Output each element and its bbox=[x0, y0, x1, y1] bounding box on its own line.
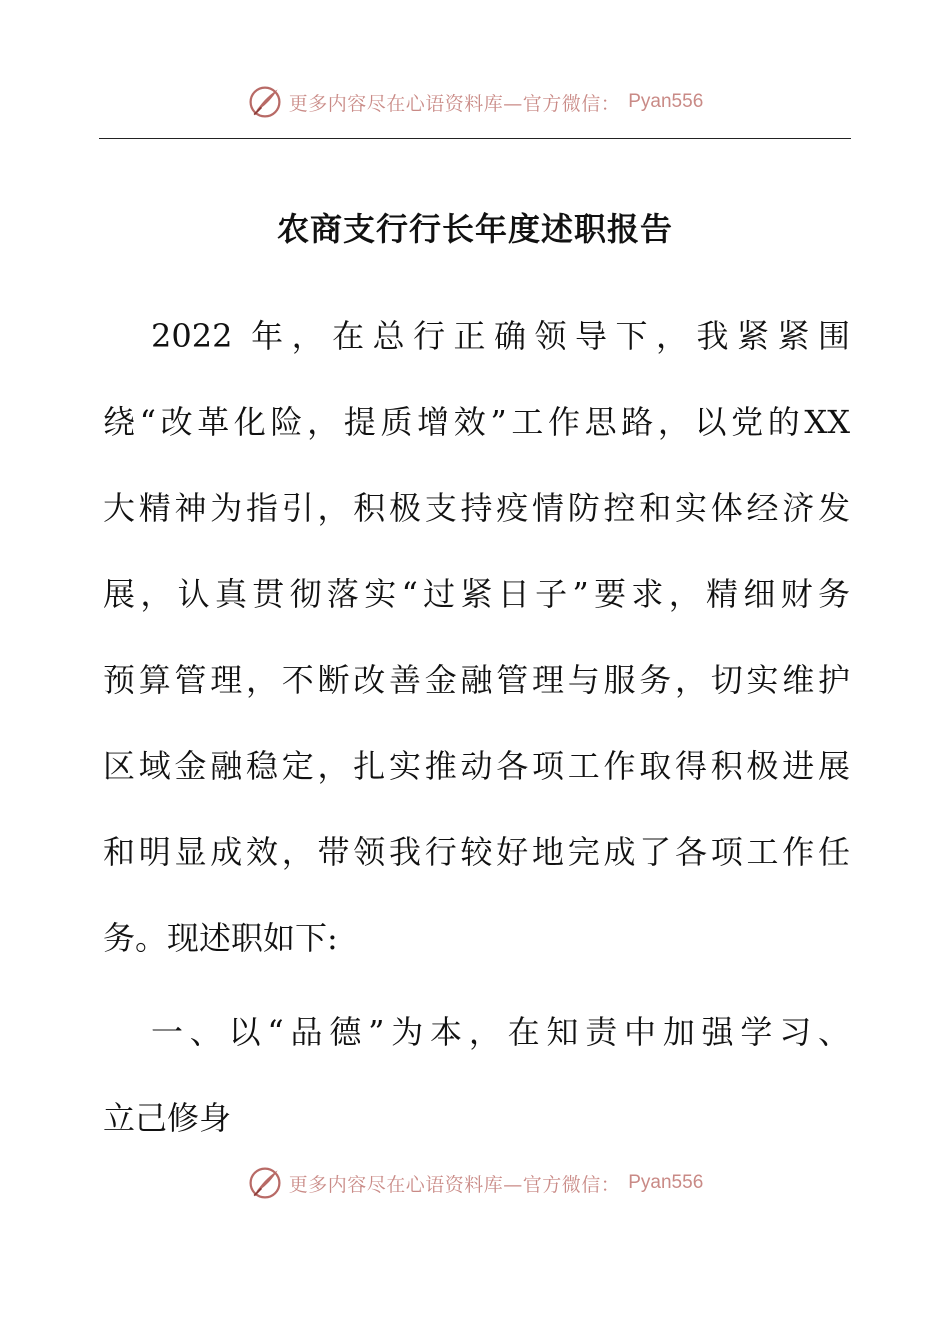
header-divider bbox=[99, 138, 851, 139]
watermark-text: 更多内容尽在心语资料库—官方微信： bbox=[288, 92, 621, 115]
paragraph-line: 2022 年，在总行正确领导下，我紧紧围 bbox=[151, 317, 850, 355]
paragraph-line: 绕“改革化险，提质增效”工作思路，以党的XX bbox=[103, 403, 850, 441]
quill-logo-icon bbox=[247, 84, 283, 120]
quill-logo-icon bbox=[247, 1165, 283, 1201]
paragraph-line: 务。现述职如下: bbox=[103, 919, 338, 957]
footer-watermark bbox=[0, 1161, 950, 1205]
paragraph-line: 大精神为指引，积极支持疫情防控和实体经济发 bbox=[103, 489, 850, 527]
document-title: 农商支行行长年度述职报告 bbox=[276, 210, 673, 248]
paragraph-line: 和明显成效，带领我行较好地完成了各项工作任 bbox=[103, 833, 850, 871]
watermark-wechat-id: Pyan556 bbox=[628, 91, 704, 112]
watermark-wechat-id: Pyan556 bbox=[628, 1172, 704, 1193]
paragraph-line: 预算管理，不断改善金融管理与服务，切实维护 bbox=[103, 661, 850, 699]
paragraph-line: 区域金融稳定，扎实推动各项工作取得积极进展 bbox=[103, 747, 850, 785]
section-heading-line: 一、以“品德”为本，在知责中加强学习、 bbox=[151, 1013, 850, 1051]
header-watermark bbox=[0, 80, 950, 124]
paragraph-line: 展，认真贯彻落实“过紧日子”要求，精细财务 bbox=[103, 575, 850, 613]
section-heading-line: 立己修身 bbox=[103, 1099, 232, 1137]
watermark-text: 更多内容尽在心语资料库—官方微信： bbox=[288, 1173, 621, 1196]
